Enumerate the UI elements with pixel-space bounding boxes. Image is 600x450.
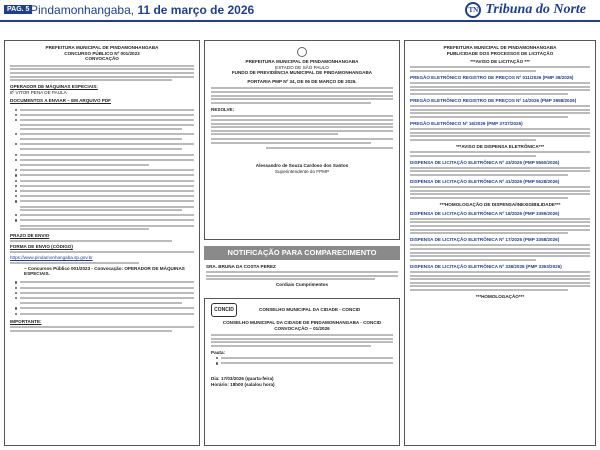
col3-item-4: DISPENSA DE LICITAÇÃO ELETRÔNICA Nº 43/2026 (PMP 5560/2026) [410, 159, 560, 165]
col2-sign-2: Superintendente do FPMP [274, 168, 330, 174]
concid-logo: CONCID [211, 303, 237, 317]
col3-aviso-2: ***AVISO DE DISPENSA ELETRÔNICA*** [455, 143, 545, 149]
council-subtitle: CONSELHO MUNICIPAL DA CIDADE DE PINDAMONHANGABA - CONCID [222, 320, 382, 325]
col1-title-3: CONVOCAÇÃO [85, 56, 119, 62]
notification-sign: Cordiais Cumprimentos [275, 281, 329, 287]
logo-name: Tribuna do Norte [485, 2, 586, 17]
col3-title-1: PREFEITURA MUNICIPAL DE PINDAMONHANGABA [443, 45, 557, 50]
col3-item-6: DISPENSA DE LICITAÇÃO ELETRÔNICA Nº 18/2026 (PMP 3359/2026) [410, 210, 560, 216]
col3-homolog: ***HOMOLOGAÇÃO DE DISPENSA/INEXIGIBILIDADE*** [439, 202, 561, 207]
col3-item-3: PREGÃO ELETRÔNICO Nº 16/2026 (PMP 3737/2026) [410, 120, 523, 126]
col3-item-7: DISPENSA DE LICITAÇÃO ELETRÔNICA Nº 17/2026 (PMP 3358/2026) [410, 237, 560, 243]
col2-top-2: ESTADO DE SÃO PAULO [275, 64, 329, 70]
col3-item-1: PREGÃO ELETRÔNICO REGISTRO DE PREÇOS Nº 011/2026 (PMP 38/2026) [410, 74, 574, 80]
notification-name: SRA. BRUNA DA COSTA PEREZ [206, 264, 276, 269]
col3-item-5: DISPENSA DE LICITAÇÃO ELETRÔNICA Nº 41/2026 (PMP 5528/2026) [410, 179, 560, 185]
col1-forma: FORMA DE ENVIO (CÓDIGO) [10, 244, 73, 250]
logo-mark-icon: TN [465, 2, 481, 18]
col1-section-1: OPERADOR DE MÁQUINAS ESPECIAIS: [10, 84, 98, 90]
col3-item-8: DISPENSA DE LICITAÇÃO ELETRÔNICA Nº 338/2026 (PMP 3363/2026) [410, 263, 562, 269]
dateline [30, 3, 254, 17]
portaria-notice [204, 40, 400, 240]
notification-body [204, 262, 400, 292]
col1-section-2: DOCUMENTOS A ENVIAR – EM ARQUIVO PDF [10, 98, 111, 104]
page-edition-badge: PAG. 5 [4, 5, 32, 14]
col2-sign-1: Alessandro de Souza Cardoso dos Santos [255, 162, 349, 168]
col2-top-3: FUNDO DE PREVIDÊNCIA MUNICIPAL DE PINDAMONHANGABA [231, 70, 373, 76]
newspaper-logo [465, 1, 586, 19]
col2-top-1: PREFEITURA MUNICIPAL DE PINDAMONHANGABA [245, 59, 359, 64]
col3-aviso: ***AVISO DE LICITAÇÃO *** [470, 59, 530, 65]
notification-banner: NOTIFICAÇÃO PARA COMPARECIMENTO [204, 246, 400, 260]
dateline-date: 11 de março de 2026 [137, 3, 255, 17]
newspaper-header [0, 0, 600, 22]
col3-homolog-2: ***HOMOLOGAÇÃO*** [475, 293, 525, 299]
col2-resolve: RESOLVE: [211, 106, 235, 112]
convocacao-notice [4, 40, 200, 446]
col3-title-2: PUBLICIDADE DOS PROCESSOS DE LICITAÇÃO [446, 50, 554, 56]
council-convocacao: CONVOCAÇÃO – 01/2026 [274, 325, 330, 331]
council-dia: Dia: 17/03/2026 (quarta-feira) [211, 375, 274, 381]
col2-portaria: PORTARIA PMP Nº 34, DE 06 DE MARÇO DE 2026. [247, 78, 357, 84]
licitacao-notice [404, 40, 596, 446]
council-pauta: Pauta: [211, 349, 226, 355]
council-title: CONSELHO MUNICIPAL DA CIDADE - CONCID [259, 307, 361, 313]
dateline-city: Pindamonhangaba, [30, 3, 135, 17]
col1-prazo: PRAZO DE ENVIO [10, 233, 50, 239]
col1-link[interactable]: https://www.pindamonhangaba.sp.gov.br [10, 254, 93, 260]
council-horario: Horário: 18h00 (sala/ou hora) [211, 381, 275, 387]
col1-title-1: PREFEITURA MUNICIPAL DE PINDAMONHANGABA [45, 45, 159, 50]
col3-item-2: PREGÃO ELETRÔNICO REGISTRO DE PREÇOS Nº 14/2026 (PMP 3958/2026) [410, 97, 577, 103]
concid-notice [204, 298, 400, 446]
municipal-crest-icon [297, 47, 307, 57]
col1-title-2: CONCURSO PÚBLICO Nº 001/2023 [64, 50, 140, 56]
col1-concurso: – Concursos Público 001/2023 - Convocação: OPERADOR DE MÁQUINAS ESPECIAIS. [24, 265, 185, 277]
col1-section-1b: 8º VITOR PENA DE PAULA [10, 89, 67, 95]
col1-importante: IMPORTANTE: [10, 319, 42, 325]
